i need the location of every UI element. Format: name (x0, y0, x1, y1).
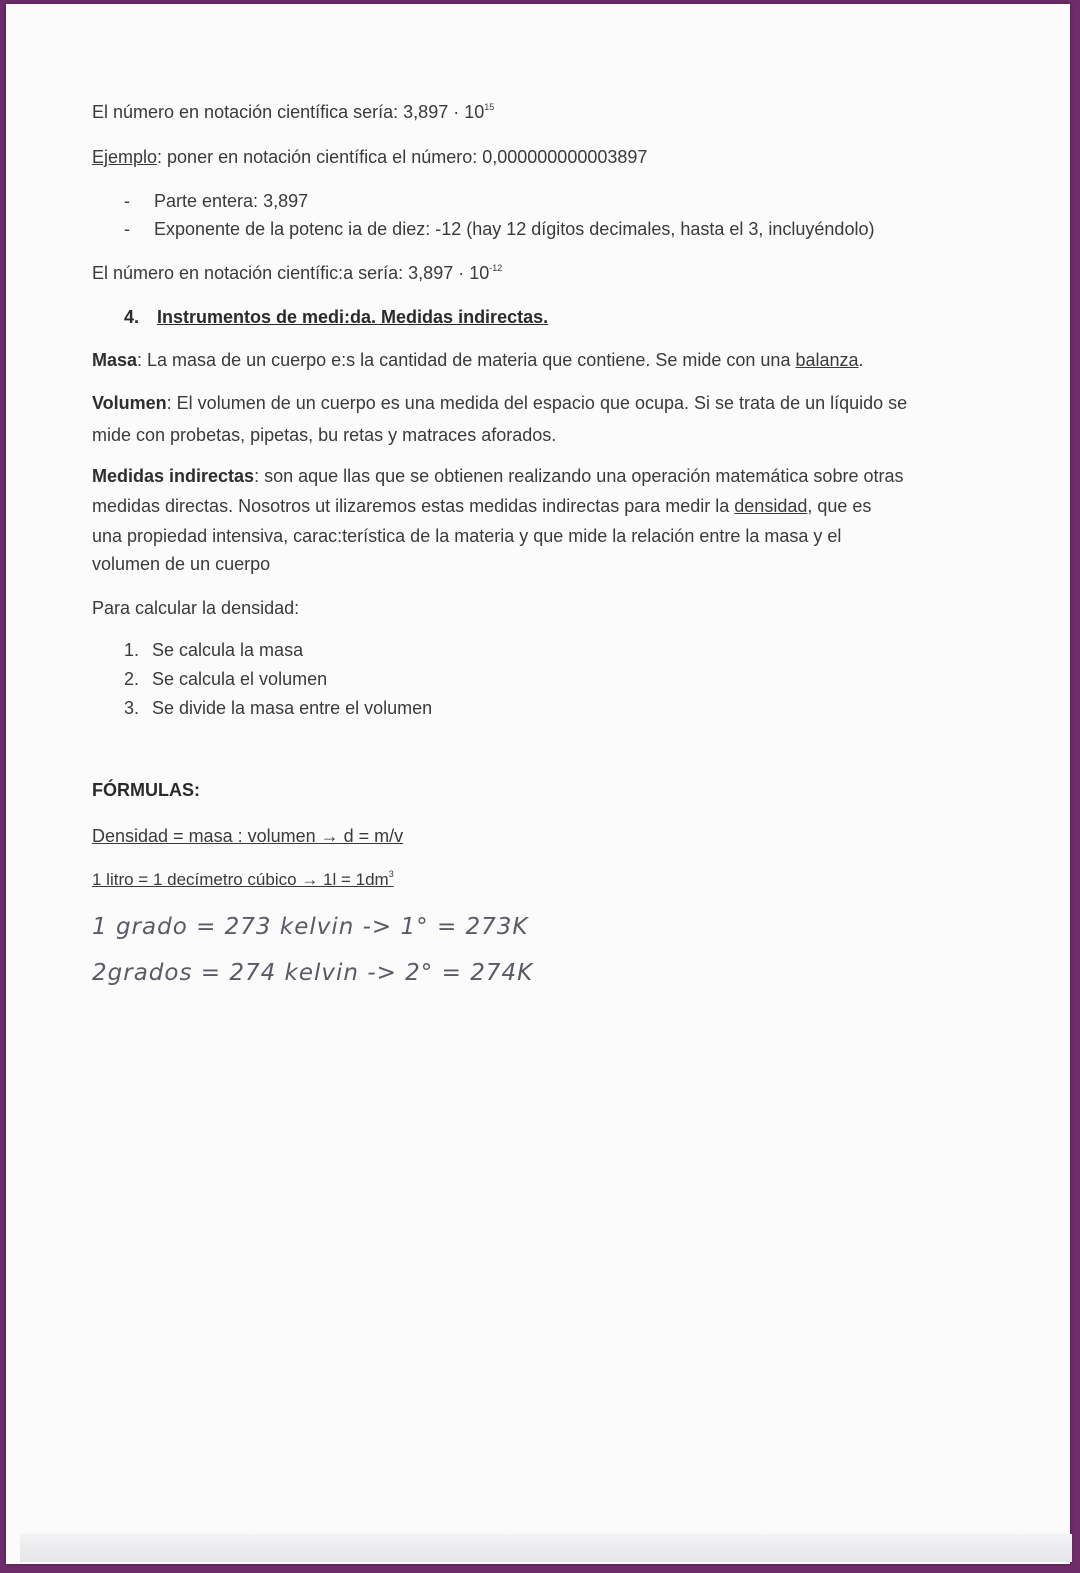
densidad-term: densidad (734, 496, 808, 516)
formula-litre: 1 litro = 1 decímetro cúbico → $1l = 1dm^3$ (92, 869, 394, 889)
list-item: - Exponente de la potenc ia de diez: -12 (hay 12 dígitos decimales, hasta el 3, incluyéndolo) (124, 219, 875, 239)
balanza-term: balanza (795, 350, 859, 370)
section-heading: 4. Instrumentos de medi:da. Medidas indirectas. (124, 307, 549, 327)
example-label: Ejemplo (92, 147, 158, 167)
handwritten-note: 1 grado = 273 kelvin -> 1° = 273K (92, 914, 529, 940)
notation-result-2: El número en notación científic:a sería: $3,897 \cdot 10^{-12}$ (92, 263, 503, 283)
bullet-dash: - (124, 219, 130, 239)
formulas-title: FÓRMULAS: (92, 780, 200, 800)
formula-density: Densidad = masa : volumen → d = m/v (92, 826, 404, 846)
example-line: Ejemplo: poner en notación científica el número: 0,000000000003897 (92, 147, 648, 167)
list-item: - Parte entera: 3,897 (124, 191, 309, 211)
sheet-bottom-edge (20, 1534, 1072, 1562)
notation-result-1: El número en notación científica sería: $3,897 \cdot 10^{15}$ (92, 102, 495, 122)
volumen-paragraph: Volumen: El volumen de un cuerpo es una medida del espacio que ocupa. Si se trata de un líquido se (92, 393, 908, 413)
densidad-intro: Para calcular la densidad: (92, 598, 300, 618)
list-item: 2. Se calcula el volumen (124, 669, 328, 689)
indirectas-paragraph: Medidas indirectas: son aque llas que se obtienen realizando una operación matemática sobre otras (92, 466, 904, 486)
indirectas-line-3: una propiedad intensiva, carac:terística de la materia y que mide la relación entre la masa y el (92, 526, 842, 546)
volumen-line-2: mide con probetas, pipetas, bu retas y matraces aforados. (92, 425, 557, 445)
masa-paragraph: Masa: La masa de un cuerpo e:s la cantidad de materia que contiene. Se mide con una balanza. (92, 350, 864, 370)
list-item: 1. Se calcula la masa (124, 640, 304, 660)
bullet-dash: - (124, 191, 130, 211)
indirectas-line-2: medidas directas. Nosotros ut ilizaremos estas medidas indirectas para medir la densidad, que es (92, 496, 872, 516)
list-item: 3. Se divide la masa entre el volumen (124, 698, 433, 718)
handwritten-note: 2grados = 274 kelvin -> 2° = 274K (92, 960, 534, 986)
indirectas-line-4: volumen de un cuerpo (92, 554, 271, 574)
paper-sheet (6, 4, 1070, 1564)
